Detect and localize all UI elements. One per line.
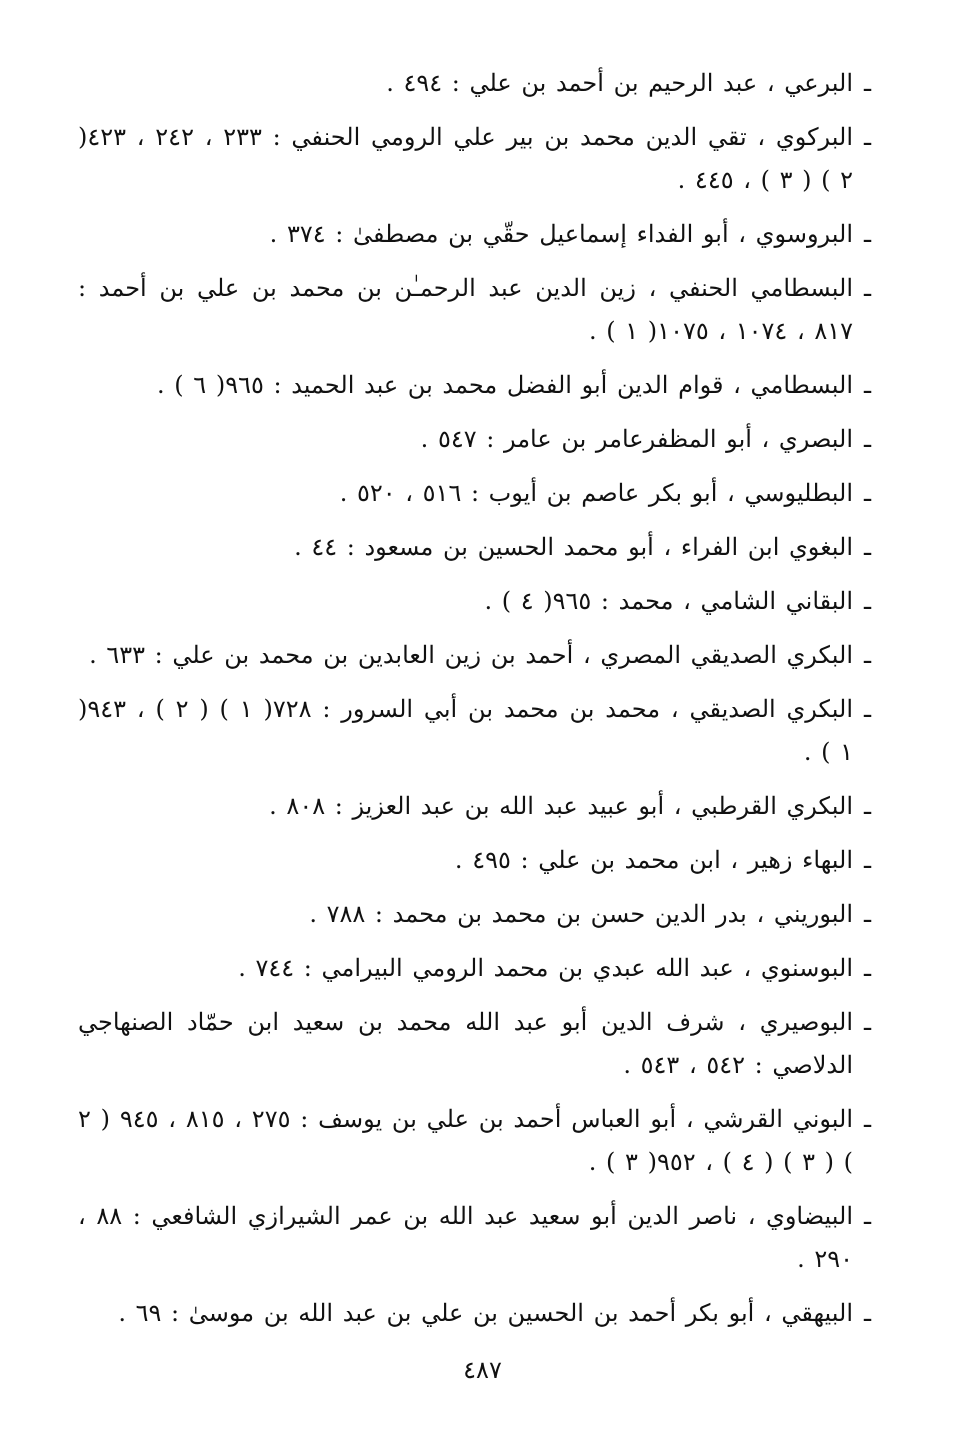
entry-text: البسطامي الحنفي ، زين الدين عبد الرحمـٰن بن محمد بن علي بن أحمد : ٨١٧ ، ١٠٧٤ ، ١٠٧٥( ١ ) . — [78, 274, 854, 345]
entry-text: البصري ، أبو المظفرعامر بن عامر : ٥٤٧ . — [420, 425, 853, 453]
entry-dash: ـ — [863, 1202, 871, 1230]
entry-text: البوصيري ، شرف الدين أبو عبد الله محمد بن سعيد ابن حمّاد الصنهاجي الدلاصي : ٥٤٢ ، ٥٤٣ . — [78, 1008, 853, 1079]
entry-text: البكري القرطبي ، أبو عبيد عبد الله بن عبد العزيز : ٨٠٨ . — [269, 792, 853, 820]
entry-text: البوسنوي ، عبد الله عبدي بن محمد الرومي البيرامي : ٧٤٤ . — [238, 954, 853, 982]
index-entry — [78, 785, 871, 828]
entry-dash: ـ — [863, 846, 871, 874]
entry-dash: ـ — [863, 1299, 871, 1327]
index-entry — [78, 472, 871, 515]
entry-dash: ـ — [863, 533, 871, 561]
entry-text: البروسوي ، أبو الفداء إسماعيل حقّي بن مصطفىٰ : ٣٧٤ . — [269, 220, 853, 248]
entry-text: البركوي ، تقي الدين محمد بن بير علي الرومي الحنفي : ٢٣٣ ، ٢٤٢ ، ٤٢٣( ٢ ) ( ٣ ) ، ٤٤٥ . — [78, 123, 853, 194]
entry-text: البرعي ، عبد الرحيم بن أحمد بن علي : ٤٩٤ . — [386, 69, 853, 97]
entry-dash: ـ — [863, 479, 871, 507]
entry-dash: ـ — [863, 1008, 871, 1036]
entry-dash: ـ — [863, 274, 871, 302]
entry-dash: ـ — [863, 695, 871, 723]
index-entry — [78, 1098, 871, 1184]
entry-text: البكري الصديقي ، محمد بن محمد بن أبي السرور : ٧٢٨( ١ ) ( ٢ ) ، ٩٤٣( ١ ) . — [78, 695, 854, 766]
index-entry — [78, 267, 871, 353]
index-entry — [78, 893, 871, 936]
entry-dash: ـ — [863, 371, 871, 399]
index-entries — [78, 62, 871, 1346]
entry-text: البوريني ، بدر الدين حسن بن محمد بن محمد : ٧٨٨ . — [309, 900, 853, 928]
index-entry — [78, 839, 871, 882]
index-entry — [78, 418, 871, 461]
entry-dash: ـ — [863, 900, 871, 928]
index-entry — [78, 1292, 871, 1335]
entry-dash: ـ — [863, 954, 871, 982]
entry-dash: ـ — [863, 792, 871, 820]
entry-text: البكري الصديقي المصري ، أحمد بن زين العابدين بن محمد بن علي : ٦٣٣ . — [89, 641, 853, 669]
entry-dash: ـ — [863, 1105, 871, 1133]
entry-dash: ـ — [863, 123, 871, 151]
entry-text: البهاء زهير ، ابن محمد بن علي : ٤٩٥ . — [454, 846, 853, 874]
entry-text: البيهقي ، أبو بكر أحمد بن الحسين بن علي بن عبد الله بن موسىٰ : ٦٩ . — [118, 1299, 853, 1327]
index-entry — [78, 1195, 871, 1281]
entry-text: البوني القرشي ، أبو العباس أحمد بن علي بن يوسف : ٢٧٥ ، ٨١٥ ، ٩٤٥ ( ٢ ) ( ٣ ) ( ٤ ) ، ٩٥٢( ٣ ) . — [78, 1105, 853, 1176]
index-entry — [78, 947, 871, 990]
index-entry — [78, 1001, 871, 1087]
entry-text: البسطامي ، قوام الدين أبو الفضل محمد بن عبد الحميد : ٩٦٥( ٦ ) . — [157, 371, 853, 399]
index-entry — [78, 213, 871, 256]
entry-text: البيضاوي ، ناصر الدين أبو سعيد عبد الله بن عمر الشيرازي الشافعي : ٨٨ ، ٢٩٠ . — [78, 1202, 854, 1273]
entry-text: البغوي ابن الفراء ، أبو محمد الحسين بن مسعود : ٤٤ . — [294, 533, 853, 561]
entry-dash: ـ — [863, 587, 871, 615]
index-entry — [78, 688, 871, 774]
entry-dash: ـ — [863, 220, 871, 248]
entry-dash: ـ — [863, 69, 871, 97]
index-entry — [78, 634, 871, 677]
index-entry — [78, 364, 871, 407]
entry-text: البطليوسي ، أبو بكر عاصم بن أيوب : ٥١٦ ، ٥٢٠ . — [339, 479, 853, 507]
entry-dash: ـ — [863, 641, 871, 669]
index-entry — [78, 580, 871, 623]
entry-text: البقاني الشامي ، محمد : ٩٦٥( ٤ ) . — [484, 587, 853, 615]
index-entry — [78, 116, 871, 202]
entry-dash: ـ — [863, 425, 871, 453]
index-entry — [78, 526, 871, 569]
index-entry — [78, 62, 871, 105]
page-number: ٤٨٧ — [463, 1356, 502, 1384]
